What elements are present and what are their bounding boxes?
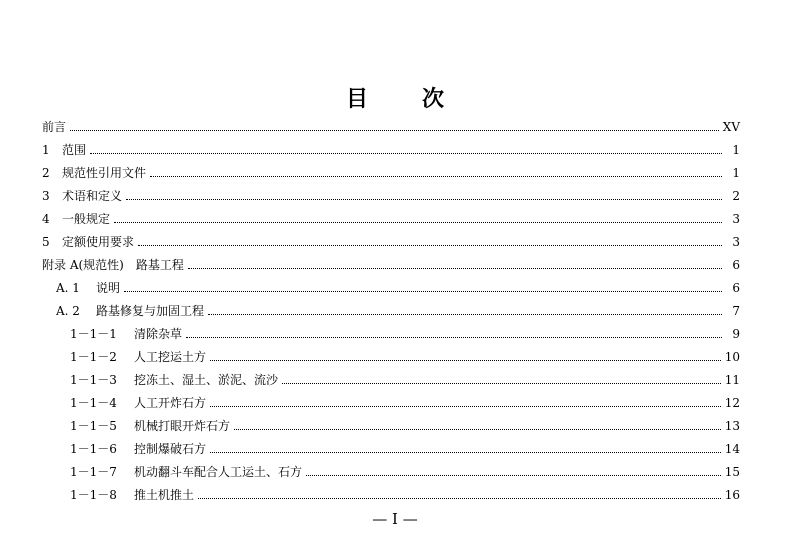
toc-entry-2[interactable] — [42, 164, 740, 182]
dot-leader — [124, 281, 722, 292]
dot-leader — [114, 212, 722, 223]
toc-entry-page: 9 — [732, 327, 740, 341]
toc-entry-number: 1－1－7 — [70, 465, 117, 479]
toc-entry-preface[interactable] — [42, 118, 740, 136]
dot-leader — [186, 327, 722, 338]
toc-entry-page: 1 — [732, 166, 740, 180]
toc-entry-1-1-2[interactable] — [70, 348, 740, 366]
toc-entry-page: XV — [722, 120, 740, 134]
toc-entry-1-1-4[interactable] — [70, 394, 740, 412]
toc-entry-page: 6 — [732, 258, 740, 272]
toc-entry-label: 清除杂草 — [134, 327, 183, 341]
toc-entry-page: 2 — [732, 189, 740, 203]
toc-entry-3[interactable] — [42, 187, 740, 205]
toc-entry-a1[interactable] — [56, 279, 740, 297]
dot-leader — [70, 120, 719, 131]
toc-entry-page: 1 — [732, 143, 740, 157]
toc-entry-page: 7 — [732, 304, 740, 318]
toc-entry-1-1-6[interactable] — [70, 440, 740, 458]
toc-entry-number: 1－1－3 — [70, 373, 117, 387]
toc-entry-5[interactable] — [42, 233, 740, 251]
title-char-1: 目 — [345, 87, 368, 112]
dot-leader — [234, 419, 721, 430]
title-char-2: 次 — [422, 87, 445, 112]
toc-entry-1[interactable] — [42, 141, 740, 159]
toc-entry-label: 定额使用要求 — [62, 235, 135, 249]
toc-entry-label: 规范性引用文件 — [62, 166, 147, 180]
toc-entry-1-1-1[interactable] — [70, 325, 740, 343]
page-number-footer: — I — — [372, 510, 418, 528]
dot-leader — [188, 258, 722, 269]
dot-leader — [150, 166, 722, 177]
dot-leader — [306, 465, 721, 476]
toc-entry-label: 机动翻斗车配合人工运土、石方 — [134, 465, 303, 479]
toc-entry-page: 15 — [724, 465, 740, 479]
toc-entry-page: 13 — [724, 419, 740, 433]
toc-entry-number: A. 1 — [56, 281, 80, 295]
toc-entry-page: 16 — [724, 488, 740, 502]
toc-entry-label: 控制爆破石方 — [134, 442, 207, 456]
toc-entry-number: 1－1－1 — [70, 327, 117, 341]
toc-entry-label: 前言 — [42, 120, 67, 134]
toc-entry-number: 1－1－6 — [70, 442, 117, 456]
toc-entry-label: 机械打眼开炸石方 — [134, 419, 231, 433]
dot-leader — [210, 396, 721, 407]
toc-entry-1-1-5[interactable] — [70, 417, 740, 435]
dot-leader — [210, 350, 721, 361]
dot-leader — [282, 373, 721, 384]
toc-entry-number: 5 — [42, 235, 50, 249]
toc-entry-number: 3 — [42, 189, 50, 203]
toc-entry-label: 推土机推土 — [134, 488, 195, 502]
toc-entry-page: 14 — [724, 442, 740, 456]
toc-entry-a2[interactable] — [56, 302, 740, 320]
dot-leader — [198, 488, 721, 499]
toc-entry-number: 4 — [42, 212, 50, 226]
toc-entry-label: 人工开炸石方 — [134, 396, 207, 410]
toc-entry-page: 6 — [732, 281, 740, 295]
dot-leader — [90, 143, 722, 154]
dot-leader — [208, 304, 722, 315]
toc-entry-label: 挖冻土、湿土、淤泥、流沙 — [134, 373, 279, 387]
toc-entry-1-1-3[interactable] — [70, 371, 740, 389]
toc-entry-label: 附录 A(规范性) 路基工程 — [42, 258, 184, 272]
toc-entry-page: 3 — [732, 212, 740, 226]
toc-entry-number: 1－1－5 — [70, 419, 117, 433]
page-title — [0, 82, 790, 113]
toc-entry-appendix-a[interactable] — [42, 256, 740, 274]
toc-entry-1-1-8[interactable] — [70, 486, 740, 504]
toc-entry-label: 人工挖运土方 — [134, 350, 207, 364]
toc-entry-number: 1－1－8 — [70, 488, 117, 502]
toc-entry-page: 12 — [724, 396, 740, 410]
toc-entry-number: 1 — [42, 143, 50, 157]
toc-entry-page: 11 — [724, 373, 740, 387]
dot-leader — [210, 442, 721, 453]
dot-leader — [126, 189, 722, 200]
toc-entry-page: 10 — [724, 350, 740, 364]
toc-entry-label: 范围 — [62, 143, 87, 157]
toc-entry-page: 3 — [732, 235, 740, 249]
dot-leader — [138, 235, 722, 246]
toc-entry-1-1-7[interactable] — [70, 463, 740, 481]
toc-entry-label: 一般规定 — [62, 212, 111, 226]
toc-entry-label: 路基修复与加固工程 — [96, 304, 205, 318]
toc-entry-label: 术语和定义 — [62, 189, 123, 203]
toc-entry-number: 1－1－2 — [70, 350, 117, 364]
toc-entry-label: 说明 — [96, 281, 121, 295]
toc-entry-number: 2 — [42, 166, 50, 180]
toc-entry-number: 1－1－4 — [70, 396, 117, 410]
toc-entry-4[interactable] — [42, 210, 740, 228]
toc-entry-number: A. 2 — [56, 304, 80, 318]
